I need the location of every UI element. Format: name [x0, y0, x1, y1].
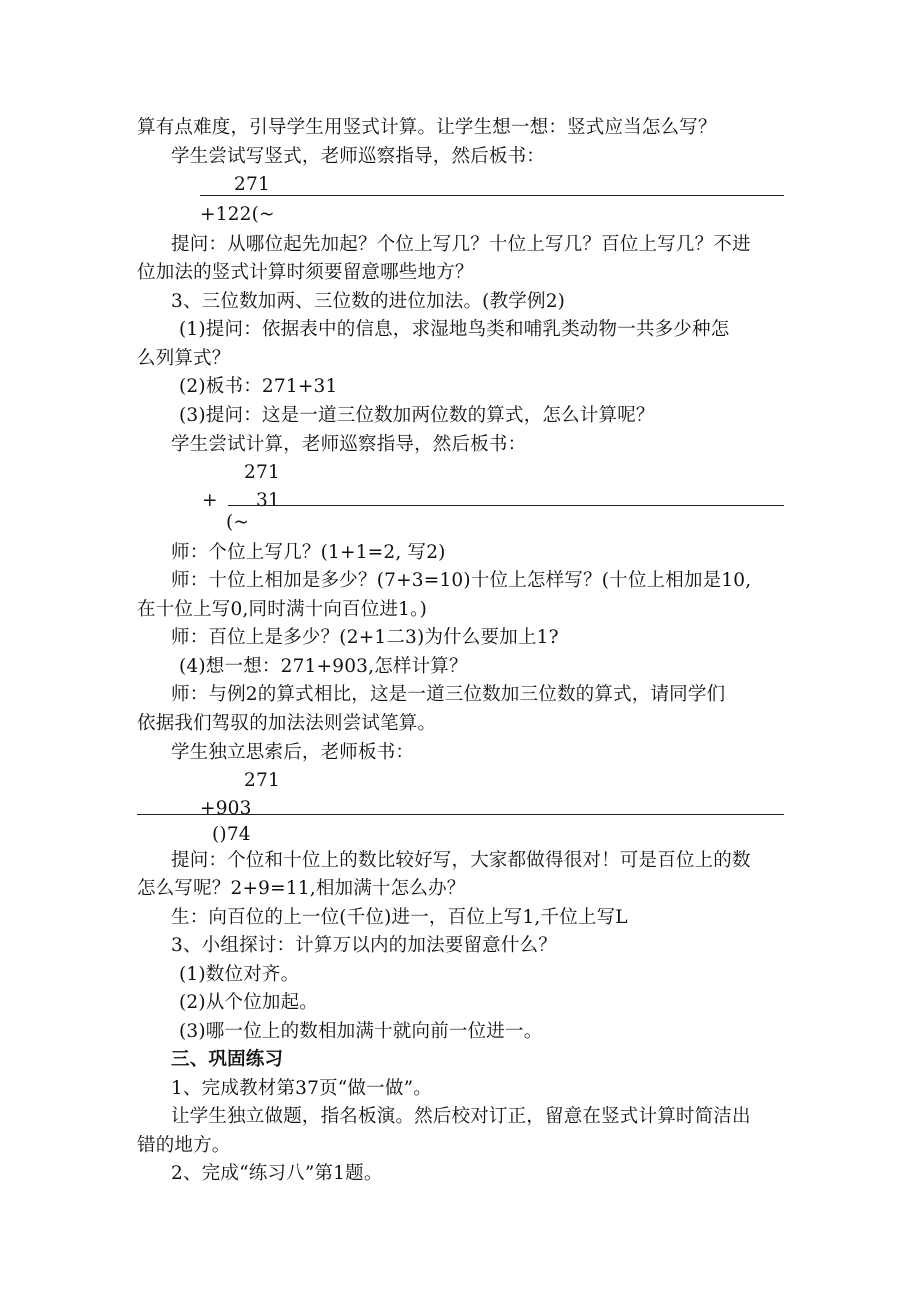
text-line: 3、小组探讨：计算万以内的加法要留意什么？: [171, 935, 557, 956]
text-line: 师：与例2的算式相比，这是一道三位数加三位数的算式，请同学们: [171, 684, 726, 705]
vertical-calc-operand: 271: [244, 770, 280, 791]
text-line: (4)想一想：271+903,怎样计算？: [179, 656, 468, 677]
text-line: 师：百位上是多少？(2+1二3)为什么要加上1?: [171, 627, 559, 648]
text-line: 么列算式？: [137, 348, 231, 369]
text-line: 提问：从哪位起先加起？个位上写几？十位上写几？百位上写几？不进: [171, 234, 751, 255]
text-line: 1、完成教材第37页“做一做”。: [171, 1078, 432, 1099]
vertical-calc-result: (~: [226, 512, 250, 533]
vertical-calc-line: [137, 814, 784, 815]
text-line: 怎么写呢？2+9=11,相加满十怎么办？: [137, 878, 466, 899]
text-line: 让学生独立做题，指名板演。然后校对订正，留意在竖式计算时简洁出: [171, 1106, 751, 1127]
text-line: (2)从个位加起。: [179, 992, 319, 1013]
text-line: 算有点难度，引导学生用竖式计算。让学生想一想：竖式应当怎么写？: [137, 117, 717, 138]
vertical-calc-line: [228, 505, 784, 506]
vertical-calc-plus: +: [202, 490, 218, 511]
text-line: 学生独立思索后，老师板书：: [171, 742, 415, 763]
vertical-calc-result: ()74: [212, 824, 251, 845]
vertical-calc-operand: +122(~: [200, 204, 275, 225]
vertical-calc-operand: 271: [244, 462, 280, 483]
text-line: (2)板书：271+31: [179, 376, 338, 397]
text-line: 提问：个位和十位上的数比较好写，大家都做得很对！可是百位上的数: [171, 850, 751, 871]
text-line: (3)提问：这是一道三位数加两位数的算式，怎么计算呢？: [179, 405, 655, 426]
vertical-calc-line: [200, 195, 784, 196]
vertical-calc-operand: 271: [234, 174, 270, 195]
vertical-calc-operand: 31: [256, 490, 280, 511]
section-heading: 三、巩固练习: [171, 1049, 284, 1070]
text-line: 在十位上写0,同时满十向百位进1。): [137, 599, 427, 620]
text-line: 师：十位上相加是多少？(7+3=10)十位上怎样写？(十位上相加是10,: [171, 570, 752, 591]
text-line: 2、完成“练习八”第1题。: [171, 1163, 383, 1184]
vertical-calc-operand: +903: [200, 798, 252, 819]
text-line: 位加法的竖式计算时须要留意哪些地方？: [137, 262, 474, 283]
text-line: (1)数位对齐。: [179, 964, 300, 985]
text-line: 师：个位上写几？(1+1=2, 写2): [171, 542, 446, 563]
text-line: 3、三位数加两、三位数的进位加法。(教学例2): [171, 291, 566, 312]
text-line: 错的地方。: [137, 1135, 231, 1156]
text-line: 依据我们驾驭的加法法则尝试笔算。: [137, 713, 437, 734]
text-line: 学生尝试写竖式，老师巡察指导，然后板书：: [171, 146, 546, 167]
text-line: (1)提问：依据表中的信息，求湿地鸟类和哺乳类动物一共多少种怎: [179, 319, 730, 340]
text-line: 学生尝试计算，老师巡察指导，然后板书：: [171, 434, 527, 455]
text-line: 生：向百位的上一位(千位)进一，百位上写1,千位上写L: [171, 907, 628, 928]
text-line: (3)哪一位上的数相加满十就向前一位进一。: [179, 1021, 543, 1042]
